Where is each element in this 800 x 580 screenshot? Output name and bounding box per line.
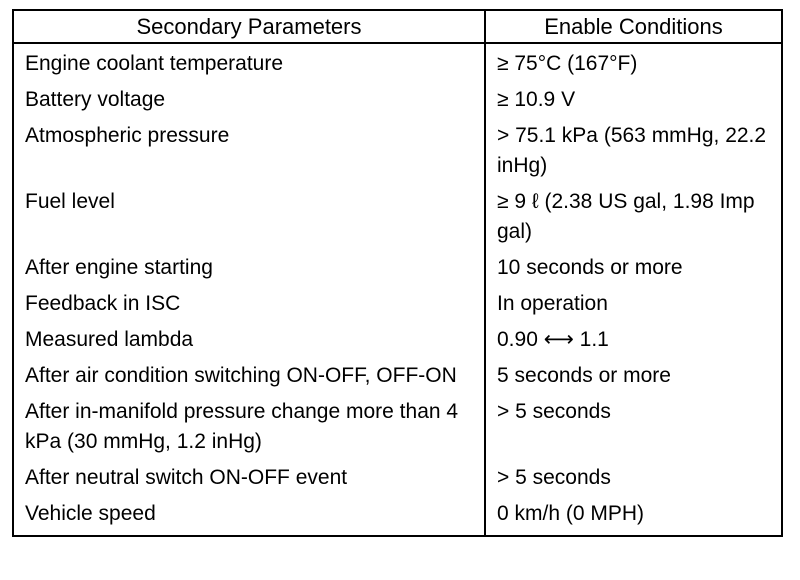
table-row — [13, 322, 782, 358]
condition-cell: ≥ 75°C (167°F) — [485, 43, 782, 82]
table-row — [13, 43, 782, 82]
condition-cell: > 5 seconds — [485, 394, 782, 460]
header-secondary-parameters: Secondary Parameters — [13, 10, 485, 43]
condition-cell: 10 seconds or more — [485, 250, 782, 286]
parameter-cell: Engine coolant temperature — [13, 43, 485, 82]
table-row — [13, 286, 782, 322]
table-row — [13, 82, 782, 118]
table-body — [13, 43, 782, 536]
condition-cell: 0 km/h (0 MPH) — [485, 496, 782, 536]
parameter-cell: Fuel level — [13, 184, 485, 250]
table-row — [13, 184, 782, 250]
parameter-cell: Vehicle speed — [13, 496, 485, 536]
parameter-cell: Measured lambda — [13, 322, 485, 358]
table-row — [13, 496, 782, 536]
parameter-cell: After engine starting — [13, 250, 485, 286]
table-row — [13, 460, 782, 496]
condition-cell: 0.90 ⟷ 1.1 — [485, 322, 782, 358]
condition-cell: ≥ 9 ℓ (2.38 US gal, 1.98 Imp gal) — [485, 184, 782, 250]
table-row — [13, 358, 782, 394]
condition-cell: 5 seconds or more — [485, 358, 782, 394]
table-header — [13, 10, 782, 43]
condition-cell: > 75.1 kPa (563 mmHg, 22.2 inHg) — [485, 118, 782, 184]
header-row — [13, 10, 782, 43]
header-enable-conditions: Enable Conditions — [485, 10, 782, 43]
parameter-cell: After air condition switching ON-OFF, OFF-ON — [13, 358, 485, 394]
condition-cell: > 5 seconds — [485, 460, 782, 496]
parameter-cell: Feedback in ISC — [13, 286, 485, 322]
parameter-cell: Battery voltage — [13, 82, 485, 118]
table-row — [13, 118, 782, 184]
parameter-cell: After in-manifold pressure change more than 4 kPa (30 mmHg, 1.2 inHg) — [13, 394, 485, 460]
secondary-parameters-table — [12, 9, 783, 537]
table-row — [13, 250, 782, 286]
condition-cell: In operation — [485, 286, 782, 322]
table-row — [13, 394, 782, 460]
parameter-cell: Atmospheric pressure — [13, 118, 485, 184]
parameter-cell: After neutral switch ON-OFF event — [13, 460, 485, 496]
condition-cell: ≥ 10.9 V — [485, 82, 782, 118]
